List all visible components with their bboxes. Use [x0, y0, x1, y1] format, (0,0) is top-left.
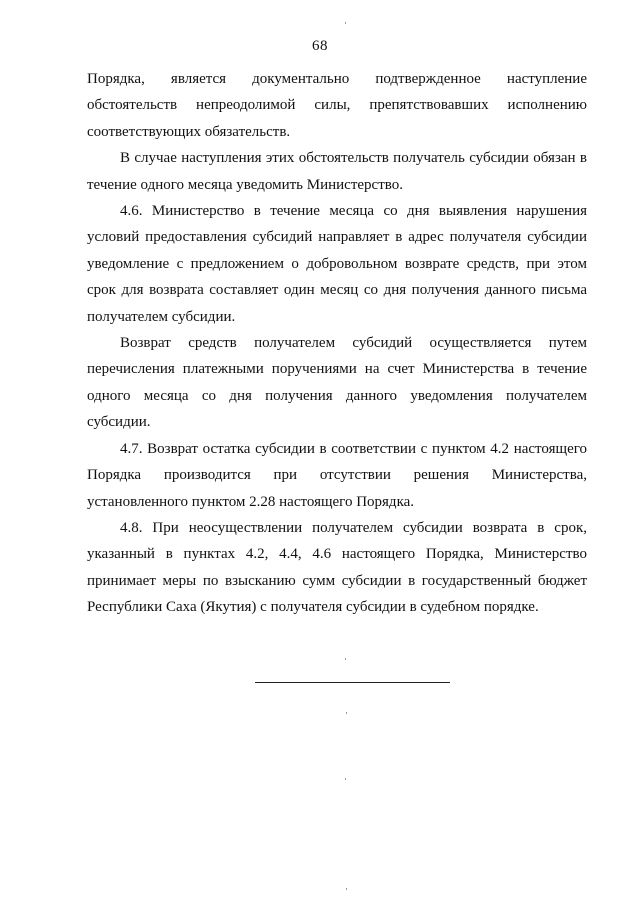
paragraph-clause-4-8: 4.8. При неосуществлении получателем субсидии возврата в срок, указанный в пунктах 4.2, 4.4, 4.6 настоящего Порядка, Министерство принимает меры по взысканию сумм субсидии в государственный бюджет Республики Саха (Якутия) с получателя субсидии в судебном порядке. — [87, 519, 587, 616]
paragraph-clause-4-7: 4.7. Возврат остатка субсидии в соответствии с пунктом 4.2 настоящего Порядка производится при отсутствии решения Министерства, установленного пунктом 2.28 настоящего Порядка. — [87, 440, 587, 510]
scan-speck — [346, 712, 347, 714]
paragraph-force-majeure-notice: В случае наступления этих обстоятельств получатель субсидии обязан в течение одного месяца уведомить Министерство. — [87, 150, 587, 193]
scan-speck — [345, 658, 346, 660]
closing-rule — [255, 682, 450, 683]
paragraph-continuation: Порядка, является документально подтвержденное наступление обстоятельств непреодолимой силы, препятствовавших исполнению соответствующих обязательств. — [87, 71, 587, 140]
scan-speck — [346, 888, 347, 890]
document-body — [87, 66, 587, 621]
paragraph-clause-4-6: 4.6. Министерство в течение месяца со дня выявления нарушения условий предоставления субсидий направляет в адрес получателя субсидии уведомление с предложением о добровольном возврате средств, при этом срок для возврата составляет один месяц со дня получения данного письма получателем субсидии. — [87, 203, 587, 325]
paragraph-refund-procedure: Возврат средств получателем субсидий осуществляется путем перечисления платежными поручениями на счет Министерства в течение одного месяца со дня получения данного уведомления получателем субсидии. — [87, 335, 587, 431]
scan-speck — [345, 22, 346, 24]
page-number: 68 — [312, 38, 328, 54]
scan-speck — [345, 778, 346, 780]
